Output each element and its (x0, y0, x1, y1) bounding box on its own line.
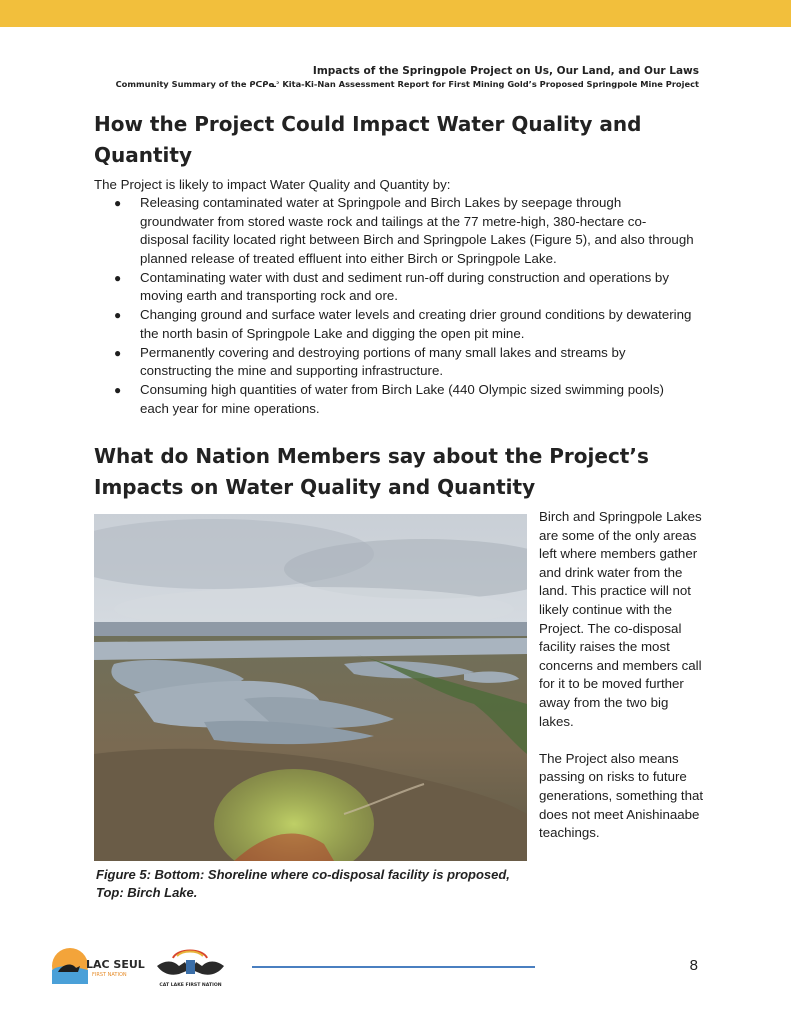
list-item (94, 306, 694, 343)
list-item (94, 344, 694, 381)
list-item-text: Changing ground and surface water levels and creating drier ground conditions by dewatering the north basin of Springpole Lake and digging the open pit mine. (140, 307, 692, 341)
list-item-text: Permanently covering and destroying portions of many small lakes and streams by constructing the mine and supporting infrastructure. (140, 344, 626, 379)
paragraph: The Project also means passing on risks to future generations, something that does not meet Anishinaabe teachings. (539, 750, 704, 841)
bullet-icon: ● (114, 308, 122, 323)
footer-divider (252, 966, 535, 968)
bullet-icon: ● (114, 270, 122, 285)
member-views-text (539, 508, 704, 861)
figure-caption: Figure 5: Bottom: Shoreline where co-disposal facility is proposed, Top: Birch Lake. (96, 867, 510, 900)
logo-text: LAC SEUL (86, 958, 145, 971)
running-header-title: Impacts of the Springpole Project on Us, Our Land, and Our Laws (312, 65, 699, 77)
running-header-subtitle: Community Summary of the ᑭᑕᑭᓇᐣ Kita-Ki-Nan Assessment Report for First Mining Gold’s Proposed Springpole Mine Project (115, 79, 699, 89)
bullet-icon: ● (114, 383, 122, 398)
list-item (94, 194, 694, 268)
list-item-text: Contaminating water with dust and sediment run-off during construction and operations by moving earth and transporting rock and ore. (140, 269, 669, 304)
list-item-text: Consuming high quantities of water from Birch Lake (440 Olympic sized swimming pools) each year for mine operations. (140, 382, 664, 416)
aerial-photo-birch-lake (94, 514, 527, 861)
impact-bullet-list (94, 194, 694, 419)
logo-text: CAT LAKE FIRST NATION (159, 983, 222, 988)
section-heading-member-views: What do Nation Members say about the Project’s Impacts on Water Quality and Quantity (94, 444, 649, 499)
running-header (116, 64, 699, 91)
top-color-band (0, 0, 791, 27)
section-intro: The Project is likely to impact Water Quality and Quantity by: (94, 177, 451, 192)
logo-subtext: FIRST NATION (92, 972, 127, 978)
paragraph: Birch and Springpole Lakes are some of the only areas left where members gather and drink water from the land. This practice will not likely continue with the Project. The co-disposal facility raises the most concerns and members call for it to be moved further away from the two big lakes. (539, 509, 702, 729)
bullet-icon: ● (114, 196, 122, 210)
list-item (94, 381, 694, 418)
list-item-text: Releasing contaminated water at Springpole and Birch Lakes by seepage through groundwater from stored waste rock and tailings at the 77 metre-high, 380-hectare co-disposal facility located right between Birch and Springpole Lakes (Figure 5), and also through planned release of treated effluent into either Birch or Springpole Lake. (140, 195, 694, 266)
list-item (94, 269, 694, 306)
cat-lake-first-nation-logo (153, 944, 228, 990)
bullet-icon: ● (114, 345, 122, 360)
lac-seul-first-nation-logo (50, 946, 146, 986)
page-number: 8 (689, 957, 698, 974)
section-heading-water-impacts: How the Project Could Impact Water Quality and Quantity (94, 112, 642, 167)
